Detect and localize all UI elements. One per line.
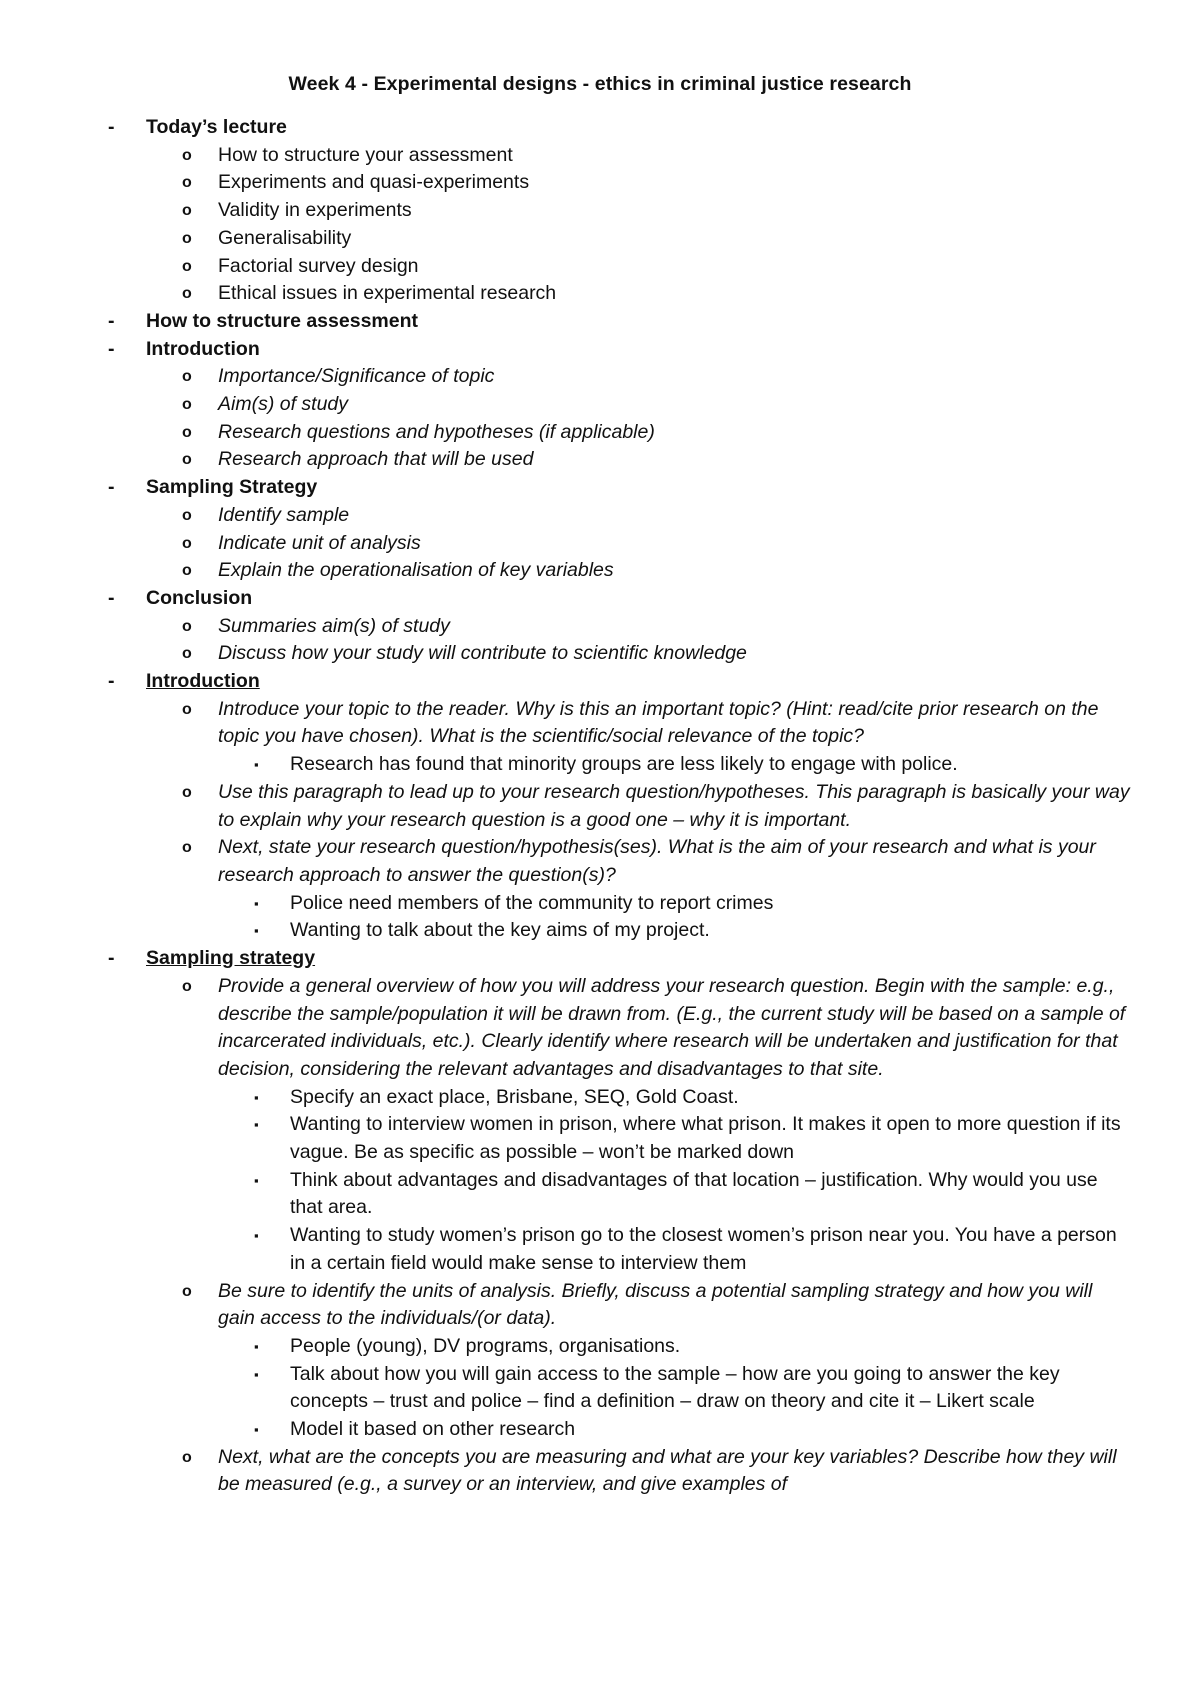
section-heading-text: Sampling strategy	[146, 947, 316, 970]
sub-item-text: Importance/Significance of topic	[218, 365, 495, 388]
sub-item-text: Introduce your topic to the reader. Why is this an important topic? (Hint: read/cite prior research on the topic you have chosen). What is the scientific/social relevance of the topic?	[218, 697, 1099, 748]
sub-item-text: Next, state your research question/hypothesis(ses). What is the aim of your research and what is your research approach to answer the question(s)?	[218, 836, 1096, 886]
sub-item-text: Validity in experiments	[218, 199, 412, 222]
sub-item	[0, 419, 1130, 447]
sub-item-text: Indicate unit of analysis	[218, 531, 421, 554]
circle-bullet: o	[182, 423, 192, 441]
detail-item-text: People (young), DV programs, organisations.	[290, 1334, 681, 1357]
circle-bullet: o	[182, 368, 192, 386]
square-bullet: ▪	[254, 1228, 259, 1244]
sub-item-text: Aim(s) of study	[218, 393, 349, 416]
sub-item	[0, 280, 1130, 308]
dash-bullet: -	[108, 116, 115, 138]
detail-item-text: Talk about how you will gain access to the sample – how are you going to answer the key concepts – trust and police – find a definition – draw on theory and cite it – Likert scale	[290, 1362, 1060, 1413]
sub-item	[0, 1278, 1130, 1333]
square-bullet: ▪	[254, 1422, 259, 1438]
detail-item-text: Research has found that minority groups are less likely to engage with police.	[290, 753, 958, 776]
section-heading-text: Conclusion	[146, 586, 253, 609]
sub-item	[0, 391, 1130, 419]
circle-bullet: o	[182, 645, 192, 663]
detail-item	[0, 1361, 1130, 1416]
sub-item-text: Explain the operationalisation of key variables	[218, 559, 614, 582]
circle-bullet: o	[182, 534, 192, 552]
circle-bullet: o	[182, 202, 192, 220]
circle-bullet: o	[182, 839, 192, 857]
circle-bullet: o	[182, 257, 192, 275]
section-heading-text: How to structure assessment	[146, 309, 419, 332]
section-heading	[0, 308, 1200, 336]
sub-item	[0, 363, 1130, 391]
section-heading-text: Introduction	[146, 337, 260, 360]
circle-bullet: o	[182, 506, 192, 524]
detail-item	[0, 890, 1130, 918]
detail-item-text: Wanting to talk about the key aims of my project.	[290, 919, 710, 942]
square-bullet: ▪	[254, 1089, 259, 1105]
detail-item-text: Police need members of the community to report crimes	[290, 891, 774, 914]
sub-item	[0, 446, 1130, 474]
circle-bullet: o	[182, 146, 192, 164]
detail-item-text: Wanting to interview women in prison, where what prison. It makes it open to more question if its vague. Be as specific as possible – won’t be marked down	[290, 1113, 1121, 1164]
detail-item-text: Wanting to study women’s prison go to the closest women’s prison near you. You have a person in a certain field would make sense to interview them	[290, 1224, 1117, 1274]
section-heading	[0, 668, 1200, 696]
sub-item	[0, 253, 1130, 281]
sub-item	[0, 779, 1130, 834]
detail-item	[0, 1084, 1130, 1112]
square-bullet: ▪	[254, 1338, 259, 1354]
sub-item	[0, 225, 1130, 253]
sub-item-text: Use this paragraph to lead up to your research question/hypotheses. This paragraph is basically your way to explain why your research question is a good one – why it is important.	[218, 780, 1130, 831]
sub-item-text: Provide a general overview of how you will address your research question. Begin with the sample: e.g., describe the sample/population it will be drawn from. (E.g., the current study will be based on a sample of incarcerated individuals, etc.). Clearly identify where research will be undertaken and justification for that decision, considering the relevant advantages and disadvantages to that site.	[218, 974, 1126, 1080]
section-heading	[0, 336, 1200, 364]
sub-item-text: Generalisability	[218, 226, 352, 249]
sub-item	[0, 640, 1130, 668]
sub-item	[0, 557, 1130, 585]
circle-bullet: o	[182, 977, 192, 995]
section-heading-text: Introduction	[146, 670, 260, 693]
section-heading	[0, 474, 1200, 502]
sub-item-text: How to structure your assessment	[218, 143, 513, 166]
detail-item-text: Think about advantages and disadvantages of that location – justification. Why would you use that area.	[290, 1168, 1098, 1219]
sub-item-text: Summaries aim(s) of study	[218, 614, 450, 637]
dash-bullet: -	[108, 309, 115, 332]
sub-item	[0, 613, 1130, 641]
sub-item	[0, 973, 1130, 1084]
square-bullet: ▪	[254, 1172, 259, 1188]
square-bullet: ▪	[254, 895, 259, 911]
square-bullet: ▪	[254, 757, 259, 773]
sub-item-text: Be sure to identify the units of analysis. Briefly, discuss a potential sampling strategy and how you will gain access to the individuals/(or data).	[218, 1279, 1093, 1330]
dash-bullet: -	[108, 670, 115, 693]
dash-bullet: -	[108, 337, 115, 360]
detail-item	[0, 1111, 1130, 1166]
sub-item	[0, 696, 1130, 751]
circle-bullet: o	[182, 1448, 192, 1466]
sub-item-text: Research questions and hypotheses (if applicable)	[218, 420, 655, 443]
circle-bullet: o	[182, 562, 192, 580]
circle-bullet: o	[182, 396, 192, 414]
section-heading-text: Today’s lecture	[146, 116, 287, 138]
dash-bullet: -	[108, 947, 115, 970]
sub-item	[0, 502, 1130, 530]
detail-item	[0, 751, 1130, 779]
sub-item-text: Factorial survey design	[218, 254, 419, 277]
circle-bullet: o	[182, 617, 192, 635]
sub-item	[0, 169, 1130, 197]
detail-item	[0, 1167, 1130, 1222]
sub-item	[0, 834, 1130, 889]
square-bullet: ▪	[254, 1117, 259, 1133]
circle-bullet: o	[182, 451, 192, 469]
square-bullet: ▪	[254, 923, 259, 939]
detail-item	[0, 1416, 1130, 1444]
sub-item-text: Ethical issues in experimental research	[218, 282, 557, 305]
section-heading	[0, 114, 1200, 142]
square-bullet: ▪	[254, 1366, 259, 1382]
dash-bullet: -	[108, 586, 115, 609]
sub-item-text: Next, what are the concepts you are measuring and what are your key variables? Describe how they will be measured (e.g., a survey or an interview, and give examples of	[218, 1445, 1117, 1496]
detail-item-text: Specify an exact place, Brisbane, SEQ, Gold Coast.	[290, 1085, 739, 1108]
circle-bullet: o	[182, 229, 192, 247]
sub-item-text: Identify sample	[218, 503, 350, 526]
sub-item	[0, 197, 1130, 225]
circle-bullet: o	[182, 174, 192, 192]
detail-item	[0, 1333, 1130, 1361]
dash-bullet: -	[108, 476, 115, 499]
detail-item	[0, 1222, 1130, 1277]
section-heading	[0, 585, 1200, 613]
sub-item	[0, 1444, 1130, 1499]
sub-item-text: Experiments and quasi-experiments	[218, 171, 530, 194]
detail-item-text: Model it based on other research	[290, 1418, 576, 1441]
section-heading-text: Sampling Strategy	[146, 476, 318, 499]
detail-item	[0, 917, 1130, 945]
circle-bullet: o	[182, 700, 192, 718]
sub-item	[0, 530, 1130, 558]
circle-bullet: o	[182, 783, 192, 801]
circle-bullet: o	[182, 1282, 192, 1300]
circle-bullet: o	[182, 285, 192, 303]
sub-item-text: Research approach that will be used	[218, 448, 534, 471]
lecture-notes-list	[0, 114, 1200, 1499]
section-heading	[0, 945, 1200, 973]
page-title: Week 4 - Experimental designs - ethics in criminal justice research	[288, 73, 912, 95]
sub-item	[0, 142, 1130, 170]
sub-item-text: Discuss how your study will contribute to scientific knowledge	[218, 642, 747, 665]
